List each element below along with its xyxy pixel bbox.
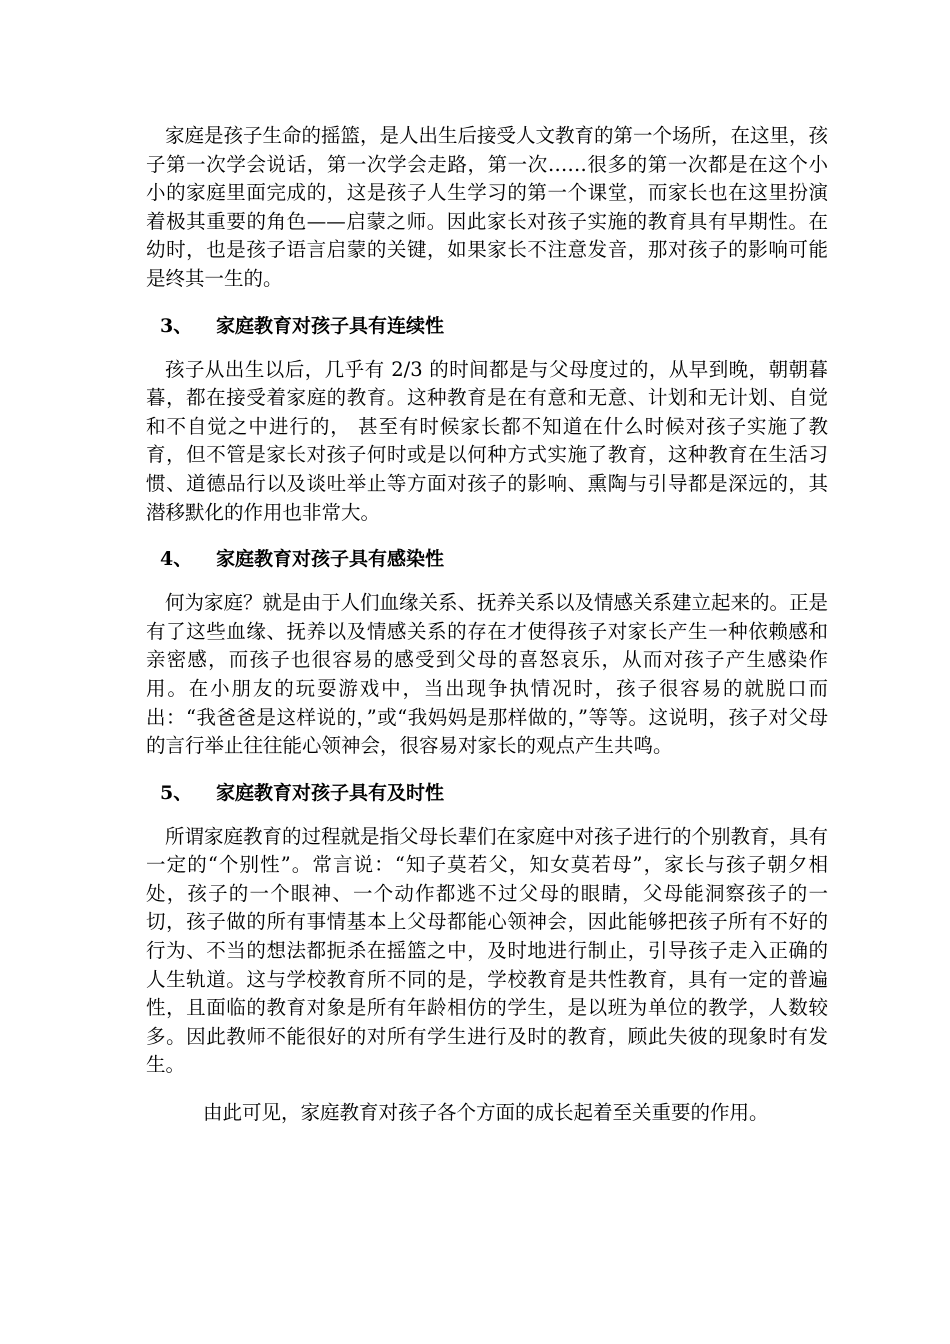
section-heading-5 xyxy=(146,779,828,807)
section-paragraph-4: 何为家庭？就是由于人们血缘关系、抚养关系以及情感关系建立起来的。正是有了这些血缘、抚养以及情感关系的存在才使得孩子对家长产生一种依赖感和亲密感，而孩子也很容易的感受到父母的喜怒哀乐，从而对孩子产生感染作用。在小朋友的玩耍游戏中，当出现争执情况时，孩子很容易的就脱口而出：“我爸爸是这样说的，”或“我妈妈是那样做的，”等等。这说明，孩子对父母的言行举止往往能心领神会，很容易对家长的观点产生共鸣。 xyxy=(146,591,829,758)
conclusion-paragraph: 由此可见，家庭教育对孩子各个方面的成长起着至关重要的作用。 xyxy=(203,1101,769,1125)
section-heading-3 xyxy=(146,312,828,340)
section-paragraph-3: 孩子从出生以后，几乎有 2/3 的时间都是与父母度过的，从早到晚，朝朝暮暮，都在接受着家庭的教育。这种教育是在有意和无意、计划和无计划、自觉和不自觉之中进行的， 甚至有时候家长都不知道在什么时候对孩子实施了教育，但不管是家长对孩子何时或是以何种方式实施了教育，这种教育在生活习惯、道德品行以及谈吐举止等方面对孩子的影响、熏陶与引导都是深远的，其潜移默化的作用也非常大。 xyxy=(146,357,828,524)
section-number: 3、 xyxy=(160,314,193,337)
section-paragraph-5: 所谓家庭教育的过程就是指父母长辈们在家庭中对孩子进行的个别教育，具有一定的“个别性”。常言说：“知子莫若父，知女莫若母”，家长与孩子朝夕相处，孩子的一个眼神、一个动作都逃不过父母的眼睛，父母能洞察孩子的一切，孩子做的所有事情基本上父母都能心领神会，因此能够把孩子所有不好的行为、不当的想法都扼杀在摇篮之中，及时地进行制止，引导孩子走入正确的人生轨道。这与学校教育所不同的是，学校教育是共性教育，具有一定的普遍性，且面临的教育对象是所有年龄相仿的学生，是以班为单位的教学，人数较多。因此教师不能很好的对所有学生进行及时的教育，顾此失彼的现象时有发生。 xyxy=(146,824,829,1077)
section-number: 5、 xyxy=(160,781,193,804)
section-title: 家庭教育对孩子具有连续性 xyxy=(216,314,445,337)
section-title: 家庭教育对孩子具有及时性 xyxy=(216,781,445,804)
section-number: 4、 xyxy=(160,548,193,571)
section-heading-4 xyxy=(146,545,828,573)
document-body xyxy=(146,122,828,1128)
section-title: 家庭教育对孩子具有感染性 xyxy=(216,548,445,571)
intro-paragraph: 家庭是孩子生命的摇篮，是人出生后接受人文教育的第一个场所，在这里，孩子第一次学会说话，第一次学会走路，第一次……很多的第一次都是在这个小小的家庭里面完成的，这是孩子人生学习的第一个课堂，而家长也在这里扮演着极其重要的角色——启蒙之师。因此家长对孩子实施的教育具有早期性。在幼时，也是孩子语言启蒙的关键，如果家长不注意发音，那对孩子的影响可能是终其一生的。 xyxy=(146,124,829,290)
